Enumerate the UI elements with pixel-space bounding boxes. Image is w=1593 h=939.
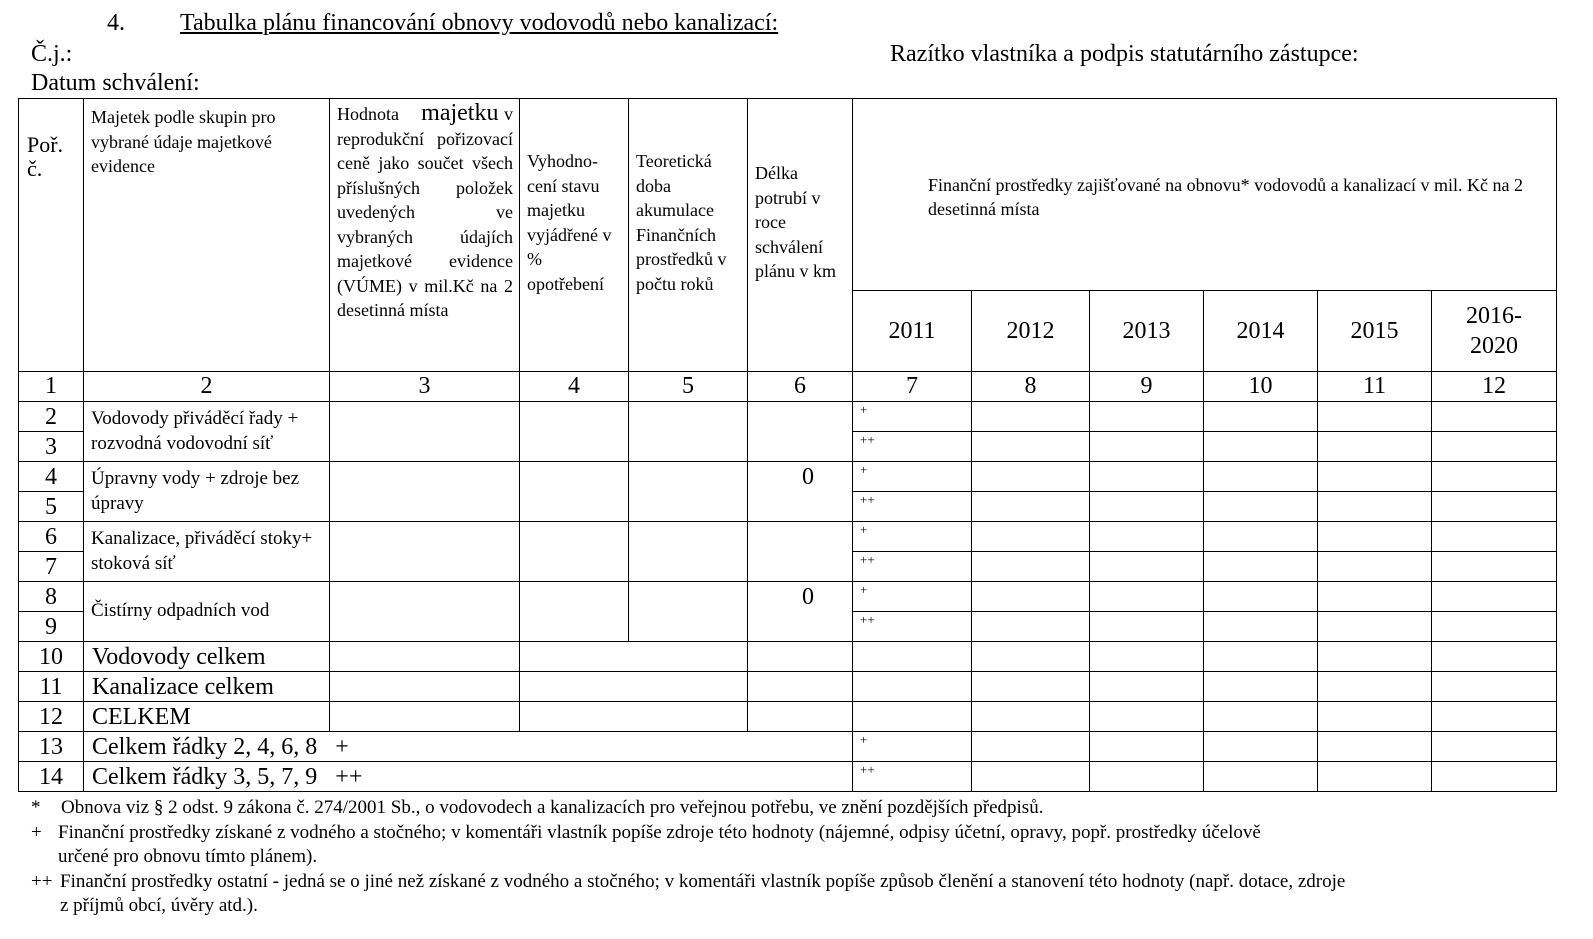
value-cell [1204, 492, 1318, 522]
value-cell [1090, 462, 1204, 492]
footnote-asterisk-text: Obnova viz § 2 odst. 9 zákona č. 274/2001 Sb., o vodovodech a kanalizacích pro veřejnou potřebu, ve znění pozdějších předpisů. [61, 797, 1044, 818]
row-number: 12 [19, 702, 84, 732]
value-cell [972, 762, 1090, 792]
value-cell [1432, 732, 1557, 762]
cj-label: Č.j.: [31, 41, 73, 67]
plus-mark: ++ [853, 552, 972, 582]
table-row [19, 732, 1557, 762]
value-cell [520, 642, 748, 672]
plus-mark: ++ [853, 432, 972, 462]
value-cell [330, 642, 520, 672]
value-cell [972, 702, 1090, 732]
length-cell [748, 522, 853, 582]
value-cell [853, 642, 972, 672]
value-cell [1090, 582, 1204, 612]
header-delka-potrubi: Délka potrubí v roce schválení plánu v km [748, 99, 853, 372]
section-number: 4. [107, 10, 125, 36]
row-number: 14 [19, 762, 84, 792]
value-cell [1318, 402, 1432, 432]
value-cell [1090, 732, 1204, 762]
row-number: 8 [19, 582, 84, 612]
row-number: 9 [19, 612, 84, 642]
header-hodnota-c: v reprodukční pořizovací ceně jako součet všech příslušných položek uvedených ve vybraných údajích majetkové evidence (VÚME) v mil.Kč na 2 desetinná místa [337, 104, 514, 320]
value-cell [1204, 402, 1318, 432]
column-number: 11 [1318, 372, 1432, 402]
value-cell [1318, 732, 1432, 762]
value-cell [330, 582, 520, 642]
value-cell [972, 552, 1090, 582]
value-cell [1318, 462, 1432, 492]
value-cell [1090, 672, 1204, 702]
table-row [19, 702, 1557, 732]
asset-label: Čistírny odpadních vod [84, 582, 330, 642]
plus-mark: + [853, 582, 972, 612]
value-cell [748, 642, 853, 672]
value-cell [1432, 462, 1557, 492]
year-2012: 2012 [972, 291, 1090, 372]
value-cell [629, 462, 748, 522]
value-cell [1318, 552, 1432, 582]
row-number: 6 [19, 522, 84, 552]
row-number: 2 [19, 402, 84, 432]
plus-mark: + [853, 732, 972, 762]
column-number: 7 [853, 372, 972, 402]
value-cell [1204, 702, 1318, 732]
value-cell [748, 702, 853, 732]
plus-mark: + [853, 462, 972, 492]
section-heading [107, 10, 778, 37]
row-number: 3 [19, 432, 84, 462]
value-cell [330, 462, 520, 522]
year-2014: 2014 [1204, 291, 1318, 372]
value-cell [629, 582, 748, 642]
asset-label: Kanalizace, přiváděcí stoky+ stoková síť [84, 522, 330, 582]
value-cell [330, 402, 520, 462]
value-cell [520, 582, 629, 642]
date-label: Datum schválení: [31, 70, 200, 96]
plus-mark: + [853, 522, 972, 552]
value-cell [1090, 402, 1204, 432]
header-hodnota-b: majetku [421, 100, 499, 126]
column-number: 3 [330, 372, 520, 402]
value-cell [520, 402, 629, 462]
footnote-plus-line2: určené pro obnovu tímto plánem). [58, 846, 318, 867]
value-cell [853, 672, 972, 702]
column-number: 8 [972, 372, 1090, 402]
value-cell [1318, 582, 1432, 612]
value-cell [972, 492, 1090, 522]
value-cell [1090, 432, 1204, 462]
value-cell [629, 402, 748, 462]
header-hodnota [330, 99, 520, 372]
stamp-label: Razítko vlastníka a podpis statutárního zástupce: [890, 41, 1359, 67]
length-cell: 0 [748, 582, 853, 642]
value-cell [1204, 642, 1318, 672]
footnote-doubleplus-line2: z příjmů obcí, úvěry atd.). [60, 895, 258, 916]
value-cell [520, 522, 629, 582]
value-cell [1090, 522, 1204, 552]
table-row [19, 762, 1557, 792]
footnote-asterisk-mark: * [31, 797, 41, 818]
header-doba-akumulace: Teoretická doba akumulace Finančních prostředků v počtu roků [629, 99, 748, 372]
sum-label: Celkem řádky 2, 4, 6, 8 + [84, 732, 853, 762]
value-cell [330, 522, 520, 582]
plus-mark: ++ [853, 762, 972, 792]
value-cell [1090, 492, 1204, 522]
value-cell [1432, 582, 1557, 612]
value-cell [1432, 612, 1557, 642]
length-cell: 0 [748, 462, 853, 522]
value-cell [330, 672, 520, 702]
total-label: Kanalizace celkem [84, 672, 330, 702]
value-cell [1318, 762, 1432, 792]
row-number: 7 [19, 552, 84, 582]
footnote-plus-line1: Finanční prostředky získané z vodného a stočného; v komentáři vlastník popíše zdroje této hodnoty (nájemné, odpisy účetní, opravy, popř. prostředky účelově [58, 822, 1261, 843]
value-cell [972, 642, 1090, 672]
value-cell [972, 522, 1090, 552]
column-number: 6 [748, 372, 853, 402]
table-row [19, 402, 1557, 432]
value-cell [972, 732, 1090, 762]
row-number: 10 [19, 642, 84, 672]
value-cell [1318, 702, 1432, 732]
table-row [19, 522, 1557, 552]
value-cell [1432, 522, 1557, 552]
year-2011: 2011 [853, 291, 972, 372]
row-number: 5 [19, 492, 84, 522]
header-majetek: Majetek podle skupin pro vybrané údaje majetkové evidence [84, 99, 330, 372]
value-cell [1204, 432, 1318, 462]
value-cell [1204, 762, 1318, 792]
value-cell [1432, 492, 1557, 522]
plus-mark: ++ [853, 612, 972, 642]
value-cell [972, 612, 1090, 642]
value-cell [1318, 522, 1432, 552]
value-cell [1090, 702, 1204, 732]
length-cell [748, 402, 853, 462]
value-cell [1090, 762, 1204, 792]
total-label: CELKEM [84, 702, 330, 732]
value-cell [1204, 522, 1318, 552]
year-2016-2020: 2016-2020 [1432, 291, 1557, 372]
value-cell [1090, 642, 1204, 672]
value-cell [520, 672, 748, 702]
value-cell [972, 402, 1090, 432]
plus-mark: ++ [853, 492, 972, 522]
header-hodnota-a: Hodnota [337, 104, 399, 124]
total-label: Vodovody celkem [84, 642, 330, 672]
value-cell [972, 432, 1090, 462]
value-cell [629, 522, 748, 582]
value-cell [1432, 702, 1557, 732]
row-number: 4 [19, 462, 84, 492]
column-number: 1 [19, 372, 84, 402]
value-cell [1318, 612, 1432, 642]
value-cell [1318, 642, 1432, 672]
row-number: 13 [19, 732, 84, 762]
value-cell [1090, 612, 1204, 642]
value-cell [1204, 732, 1318, 762]
value-cell [1204, 552, 1318, 582]
column-number: 5 [629, 372, 748, 402]
value-cell [520, 702, 748, 732]
column-number: 10 [1204, 372, 1318, 402]
financing-plan-table [18, 98, 1557, 792]
value-cell [972, 582, 1090, 612]
value-cell [1318, 492, 1432, 522]
column-number: 12 [1432, 372, 1557, 402]
value-cell [1432, 432, 1557, 462]
column-number: 9 [1090, 372, 1204, 402]
value-cell [748, 672, 853, 702]
value-cell [1318, 432, 1432, 462]
footnote-doubleplus-mark: ++ [31, 871, 53, 892]
footnote-plus-mark: + [31, 822, 42, 843]
value-cell [520, 462, 629, 522]
value-cell [1432, 762, 1557, 792]
value-cell [330, 702, 520, 732]
table-row [19, 582, 1557, 612]
value-cell [972, 462, 1090, 492]
value-cell [1204, 582, 1318, 612]
header-vyhodnoceni: Vyhodno-cení stavu majetku vyjádřené v % opotřebení [520, 99, 629, 372]
value-cell [1432, 402, 1557, 432]
value-cell [972, 672, 1090, 702]
value-cell [1432, 552, 1557, 582]
table-row [19, 642, 1557, 672]
header-poradi: Poř. č. [19, 99, 84, 372]
value-cell [1432, 672, 1557, 702]
asset-label: Vodovody přiváděcí řady + rozvodná vodovodní síť [84, 402, 330, 462]
year-2013: 2013 [1090, 291, 1204, 372]
value-cell [853, 702, 972, 732]
value-cell [1204, 612, 1318, 642]
sum-label: Celkem řádky 3, 5, 7, 9 ++ [84, 762, 853, 792]
value-cell [1204, 672, 1318, 702]
header-financni-prostredky: Finanční prostředky zajišťované na obnovu* vodovodů a kanalizací v mil. Kč na 2 desetinná místa [853, 99, 1557, 291]
document-title: Tabulka plánu financování obnovy vodovodů nebo kanalizací: [180, 10, 779, 36]
asset-label: Úpravny vody + zdroje bez úpravy [84, 462, 330, 522]
value-cell [1318, 672, 1432, 702]
footnote-doubleplus-line1: Finanční prostředky ostatní - jedná se o jiné než získané z vodného a stočného; v komentáři vlastník popíše způsob členění a stanovení této hodnoty (např. dotace, zdroje [60, 871, 1346, 892]
column-number: 4 [520, 372, 629, 402]
column-number: 2 [84, 372, 330, 402]
table-row [19, 462, 1557, 492]
value-cell [1204, 462, 1318, 492]
value-cell [1090, 552, 1204, 582]
year-2015: 2015 [1318, 291, 1432, 372]
plus-mark: + [853, 402, 972, 432]
table-row [19, 672, 1557, 702]
value-cell [1432, 642, 1557, 672]
row-number: 11 [19, 672, 84, 702]
